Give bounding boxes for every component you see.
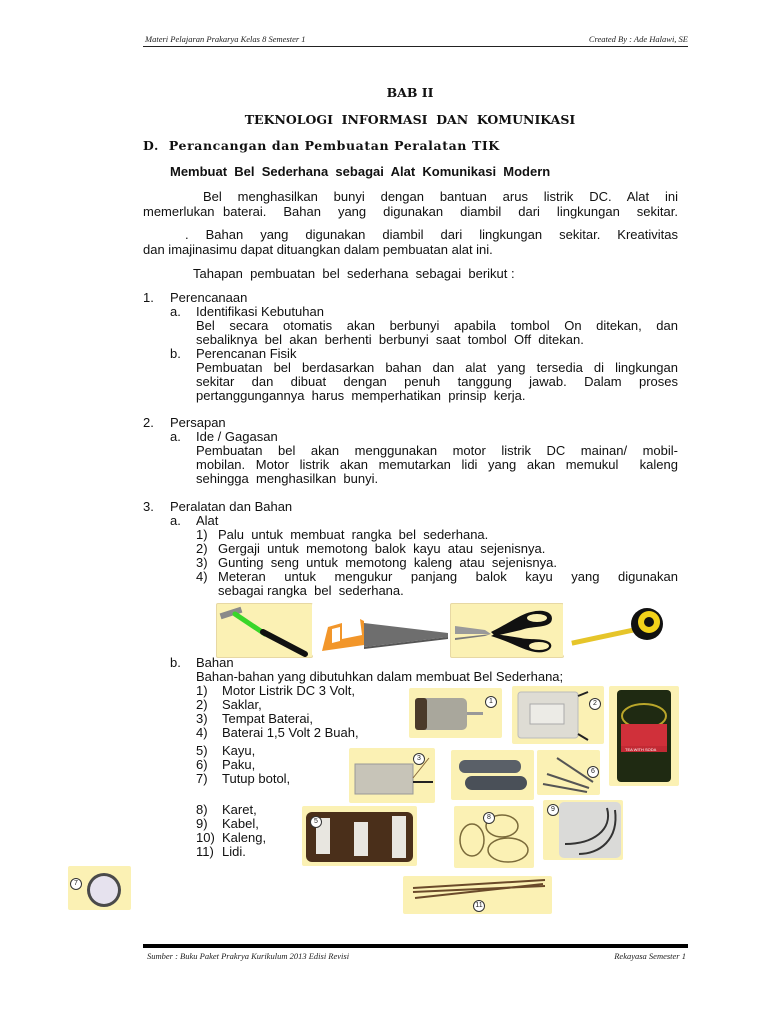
tool-1-text: Palu untuk membuat rangka bel sederhana. bbox=[218, 527, 489, 542]
subject-title: TEKNOLOGI INFORMASI DAN KOMUNIKASI bbox=[244, 112, 576, 127]
section-heading: D. Perancangan dan Pembuatan Peralatan TIK bbox=[143, 138, 500, 153]
battery-holder-image bbox=[349, 748, 435, 803]
tool-4-text: Meteran untuk mengukur panjang balok kayu yang digunakan bbox=[218, 569, 678, 584]
cable-image bbox=[543, 800, 623, 860]
header-left: Materi Pelajaran Prakarya Kelas 8 Semester 1 bbox=[145, 34, 306, 44]
step-2a-line1: Pembuatan bel akan menggunakan motor listrik DC mainan/ mobil- bbox=[196, 443, 678, 458]
switch-image bbox=[512, 686, 604, 744]
header-rule bbox=[143, 46, 688, 47]
chapter-title: BAB II bbox=[386, 85, 434, 100]
bottle-cap-image bbox=[68, 866, 131, 910]
step-1a-title: Identifikasi Kebutuhan bbox=[196, 304, 324, 319]
material-6-number: 6) bbox=[196, 757, 208, 772]
badge-1: 1 bbox=[485, 696, 497, 708]
material-7-text: Tutup botol, bbox=[222, 771, 291, 786]
step-1b-line1: Pembuatan bel berdasarkan bahan dan alat yang tersedia di lingkungan bbox=[196, 360, 678, 375]
step-2a-line2: mobilan. Motor listrik akan memutarkan lidi yang akan memukul kaleng bbox=[196, 457, 678, 472]
badge-7: 7 bbox=[70, 878, 82, 890]
can-image bbox=[609, 686, 679, 786]
material-3-number: 3) bbox=[196, 711, 208, 726]
sticks-image bbox=[403, 876, 552, 914]
step-2-number: 2. bbox=[143, 415, 154, 430]
can-label: TEA WITH SODA bbox=[625, 747, 657, 752]
badge-5: 5 bbox=[310, 816, 322, 828]
header-right: Created By : Ade Halawi, SE bbox=[588, 34, 688, 44]
tool-2-number: 2) bbox=[196, 541, 208, 556]
step-2a-title: Ide / Gagasan bbox=[196, 429, 278, 444]
tin-snips-image bbox=[450, 603, 564, 658]
badge-9: 9 bbox=[547, 804, 559, 816]
step-1-number: 1. bbox=[143, 290, 154, 305]
step-1b-line2: sekitar dan dibuat dengan penuh tanggung jawab. Dalam proses bbox=[196, 374, 678, 389]
step-1b-title: Perencanan Fisik bbox=[196, 346, 297, 361]
tool-3-text: Gunting seng untuk memotong kaleng atau sejenisnya. bbox=[218, 555, 557, 570]
step-3b-title: Bahan bbox=[196, 655, 234, 670]
step-1a-line2: sebaliknya bel akan berhenti berbunyi saat tombol Off ditekan. bbox=[196, 332, 584, 347]
material-3-text: Tempat Baterai, bbox=[222, 711, 314, 726]
material-4-text: Baterai 1,5 Volt 2 Buah, bbox=[222, 725, 359, 740]
material-2-number: 2) bbox=[196, 697, 208, 712]
step-3-title: Peralatan dan Bahan bbox=[170, 499, 293, 514]
step-1a-letter: a. bbox=[170, 304, 181, 319]
material-10-text: Kaleng, bbox=[222, 830, 267, 845]
material-6-text: Paku, bbox=[222, 757, 256, 772]
footer-left: Sumber : Buku Paket Prakrya Kurikulum 2013 Edisi Revisi bbox=[147, 951, 350, 961]
intro-p2-line2: dan imajinasimu dapat dituangkan dalam pembuatan alat ini. bbox=[143, 242, 493, 257]
material-9-text: Kabel, bbox=[222, 816, 259, 831]
footer-right: Rekayasa Semester 1 bbox=[614, 951, 686, 961]
badge-2: 2 bbox=[589, 698, 601, 710]
batteries-image bbox=[451, 750, 534, 800]
footer-rule bbox=[143, 944, 688, 948]
step-3a-letter: a. bbox=[170, 513, 181, 528]
hammer-image bbox=[216, 603, 313, 658]
material-11-number: 11) bbox=[196, 844, 214, 859]
step-2a-line3: sehingga menghasilkan bunyi. bbox=[196, 471, 379, 486]
material-2-text: Saklar, bbox=[222, 697, 262, 712]
hand-saw-image bbox=[312, 603, 449, 656]
step-1b-line3: pertanggungannya harus memperhatikan prinsip kerja. bbox=[196, 388, 526, 403]
subsection-heading: Membuat Bel Sederhana sebagai Alat Komunikasi Modern bbox=[170, 164, 551, 179]
step-3-number: 3. bbox=[143, 499, 154, 514]
step-1a-line1: Bel secara otomatis akan berbunyi apabila tombol On ditekan, dan bbox=[196, 318, 678, 333]
intro-p2-line1: . Bahan yang digunakan diambil dari lingkungan sekitar. Kreativitas bbox=[185, 227, 678, 242]
tool-4-cont: sebagai rangka bel sederhana. bbox=[218, 583, 404, 598]
material-1-text: Motor Listrik DC 3 Volt, bbox=[222, 683, 355, 698]
intro-p1-line2: memerlukan baterai. Bahan yang digunakan diambil dari lingkungan sekitar. bbox=[143, 204, 678, 219]
material-11-text: Lidi. bbox=[222, 844, 246, 859]
step-2a-letter: a. bbox=[170, 429, 181, 444]
material-8-text: Karet, bbox=[222, 802, 257, 817]
material-4-number: 4) bbox=[196, 725, 208, 740]
intro-p3: Tahapan pembuatan bel sederhana sebagai berikut : bbox=[193, 266, 515, 281]
step-1-title: Perencanaan bbox=[170, 290, 248, 305]
tool-4-number: 4) bbox=[196, 569, 208, 584]
nails-image bbox=[537, 750, 600, 795]
tool-1-number: 1) bbox=[196, 527, 208, 542]
material-5-text: Kayu, bbox=[222, 743, 256, 758]
step-2-title: Persapan bbox=[170, 415, 226, 430]
step-3a-title: Alat bbox=[196, 513, 219, 528]
badge-6: 6 bbox=[587, 766, 599, 778]
step-3b-letter: b. bbox=[170, 655, 181, 670]
intro-p1-line1: Bel menghasilkan bunyi dengan bantuan arus listrik DC. Alat ini bbox=[203, 189, 678, 204]
material-8-number: 8) bbox=[196, 802, 208, 817]
material-5-number: 5) bbox=[196, 743, 208, 758]
badge-8: 8 bbox=[483, 812, 495, 824]
wood-image bbox=[302, 806, 417, 866]
material-1-number: 1) bbox=[196, 683, 208, 698]
rubber-bands-image bbox=[454, 806, 534, 868]
material-10-number: 10) bbox=[196, 830, 215, 845]
tool-2-text: Gergaji untuk memotong balok kayu atau sejenisnya. bbox=[218, 541, 546, 556]
material-7-number: 7) bbox=[196, 771, 208, 786]
material-9-number: 9) bbox=[196, 816, 208, 831]
tool-3-number: 3) bbox=[196, 555, 208, 570]
badge-11: 11 bbox=[473, 900, 485, 912]
step-3b-intro: Bahan-bahan yang dibutuhkan dalam membuat Bel Sederhana; bbox=[196, 669, 564, 684]
dc-motor-image bbox=[409, 688, 502, 738]
step-1b-letter: b. bbox=[170, 346, 181, 361]
tape-measure-image bbox=[563, 600, 678, 656]
badge-3: 3 bbox=[413, 753, 425, 765]
